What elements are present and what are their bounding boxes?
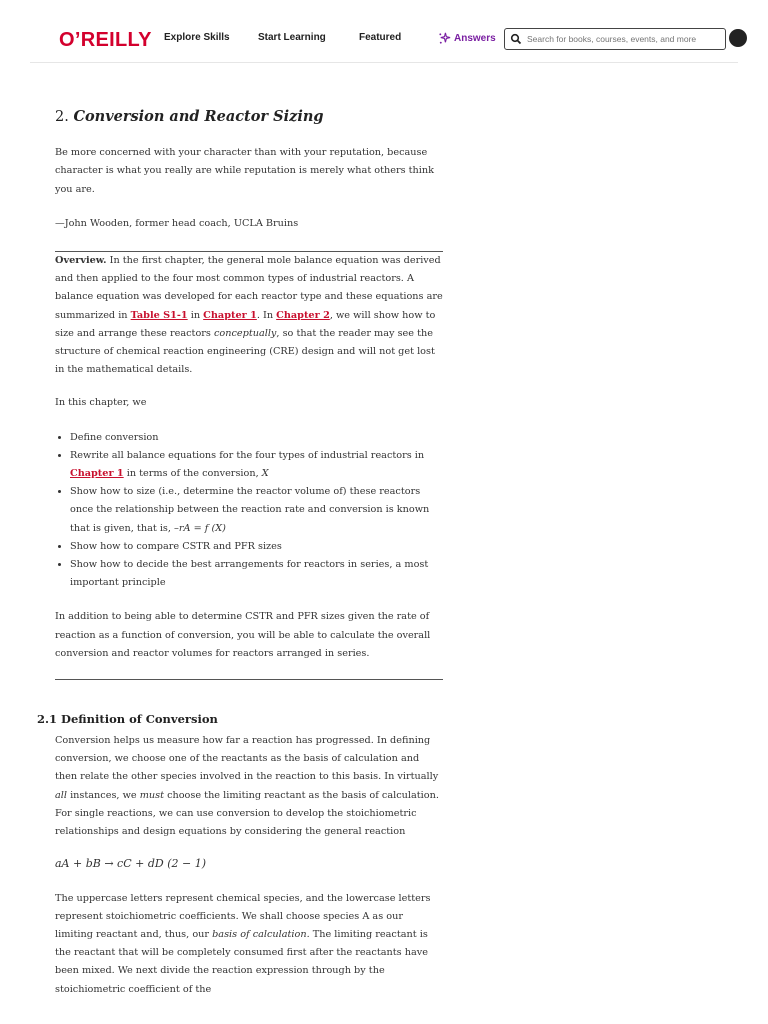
list-item [70, 447, 443, 483]
divider [55, 679, 443, 680]
paragraph-text: . The limiting reactant is the reactant that will be completely consumed first after the reactants have been mixed. We next divide the reaction expression through by the stoichiometric coefficient of the [55, 928, 428, 995]
overview-label: Overview. [55, 255, 107, 267]
list-item: • Define conversion [70, 429, 443, 447]
chapter-content [55, 108, 443, 999]
link-chapter-1[interactable]: Chapter 1 [203, 309, 257, 321]
objectives-list [55, 429, 443, 593]
overview-paragraph [55, 252, 443, 379]
overview-text: In the first chapter, the general mole balance equation was derived and then applied to the four most common types of industrial reactors. A balance equation was developed for each reactor type and these equations are summarized in [55, 255, 443, 321]
epigraph: Be more concerned with your character than with your reputation, because character is what you really are while reputation is merely what others think you are. [55, 147, 435, 195]
chapter-title [55, 108, 443, 126]
overview-text: , so that the reader may see the structure of chemical reaction engineering (CRE) design and will not get lost in the mathematical details. [55, 327, 435, 376]
rate-formula: –rA = f (X) [174, 522, 226, 534]
summary-paragraph: In addition to being able to determine CSTR and PFR sizes given the rate of reaction as a function of conversion, you will be able to calculate the overall conversion and reactor volumes for reactors arranged in series. [55, 611, 431, 659]
variable-x: X [261, 468, 269, 480]
intro-text: In this chapter, we [55, 397, 147, 409]
top-navbar [30, 16, 738, 63]
reaction-equation: aA + bB → cC + dD (2 − 1) [55, 857, 206, 871]
paragraph-text: The uppercase letters represent chemical species, and the lowercase letters represent stoichiometric coefficients. We shall choose species A as our limiting reactant and, thus, our [55, 892, 431, 940]
chapter-number: 2. [55, 109, 69, 125]
section-heading: 2.1 Definition of Conversion [37, 712, 218, 726]
emphasis: all [55, 789, 67, 801]
search-box[interactable] [504, 28, 726, 50]
conversion-paragraph [55, 732, 443, 841]
link-chapter-2[interactable]: Chapter 2 [276, 309, 330, 321]
nav-featured[interactable]: Featured [359, 32, 402, 43]
oreilly-logo[interactable]: O’REILLY [59, 29, 152, 51]
nav-explore-skills[interactable]: Explore Skills [164, 32, 230, 43]
emphasis: must [139, 789, 164, 801]
search-icon [510, 33, 522, 45]
epigraph-attribution: —John Wooden, former head coach, UCLA Bruins [55, 217, 299, 229]
list-item: • Show how to compare CSTR and PFR sizes [70, 538, 443, 556]
search-input[interactable] [527, 34, 717, 44]
paragraph-text: instances, we [66, 789, 140, 801]
list-item [70, 483, 443, 538]
sparkle-icon [438, 32, 451, 45]
paragraph-text: Conversion helps us measure how far a reaction has progressed. In defining conversion, we choose one of the reactants as the basis of calculation and then relate the other species involved in the reaction to this basis. In virtually [55, 735, 439, 783]
bullet-text: in terms of the conversion, [123, 468, 262, 480]
species-paragraph [55, 890, 443, 999]
nav-answers[interactable] [438, 32, 496, 45]
user-avatar[interactable] [729, 29, 747, 47]
chapter-title-text: Conversion and Reactor Sizing [73, 108, 324, 125]
link-chapter-1-bullet[interactable]: Chapter 1 [70, 468, 124, 480]
overview-text: . In [256, 309, 277, 321]
overview-text: in [187, 309, 204, 321]
list-item: • Show how to decide the best arrangements for reactors in series, a most important principle [70, 556, 443, 592]
bullet-text: Show how to size (i.e., determine the reactor volume of) these reactors once the relationship between the reaction rate and conversion is known that is given, that is, [70, 486, 430, 534]
overview-text: , we will show how to size and arrange these reactors [55, 309, 436, 339]
bullet-text: Rewrite all balance equations for the four types of industrial reactors in [70, 449, 425, 461]
overview-emphasis: conceptually [213, 327, 277, 339]
nav-start-learning[interactable]: Start Learning [258, 32, 326, 43]
emphasis: basis of calculation [212, 928, 307, 940]
answers-label: Answers [454, 33, 496, 44]
link-table-s1-1[interactable]: Table S1-1 [130, 309, 188, 321]
paragraph-text: choose the limiting reactant as the basis of calculation. For single reactions, we can use conversion to develop the stoichiometric relationships and design equations by considering the general reaction [55, 789, 439, 838]
